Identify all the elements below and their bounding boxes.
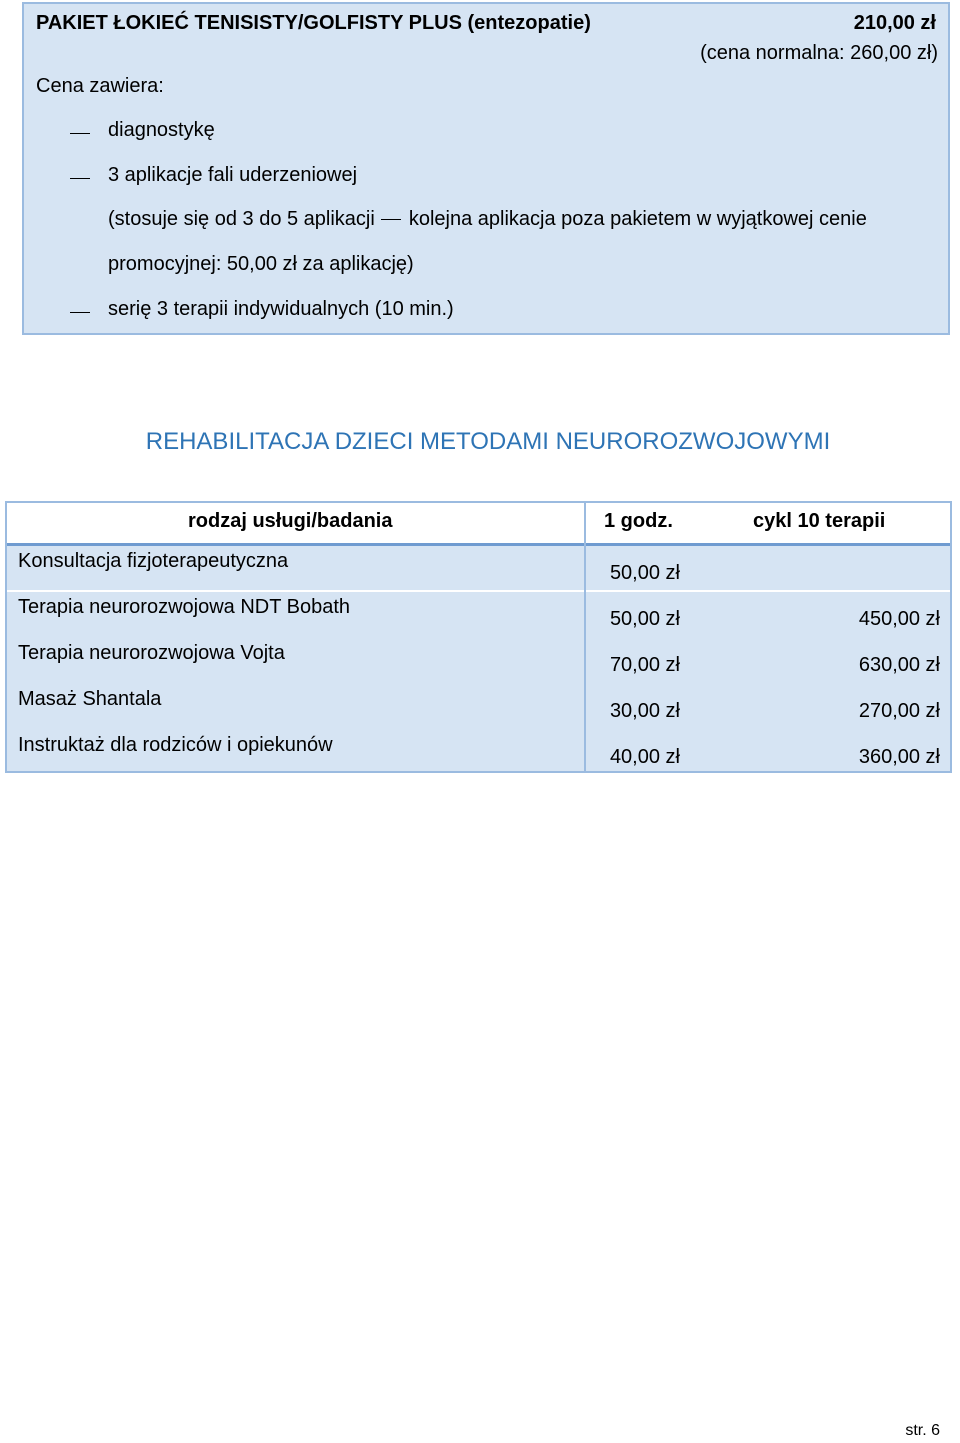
section-heading: REHABILITACJA DZIECI METODAMI NEUROROZWOJOWYMI xyxy=(145,428,831,455)
column-divider xyxy=(584,503,586,771)
package-item: diagnostykę xyxy=(108,119,215,141)
row-cycle-price: 630,00 zł xyxy=(858,654,940,676)
row-cycle-price: 360,00 zł xyxy=(858,746,940,768)
package-item: serię 3 terapii indywidualnych (10 min.) xyxy=(108,298,454,320)
dash-bullet-icon xyxy=(70,312,90,313)
row-hour-price: 40,00 zł xyxy=(609,746,680,768)
row-hour-price: 70,00 zł xyxy=(609,654,680,676)
table-row xyxy=(7,730,950,771)
header-cycle: cykl 10 terapii xyxy=(753,510,886,532)
package-item: 3 aplikacje fali uderzeniowej xyxy=(108,164,358,186)
row-hour-price: 30,00 zł xyxy=(609,700,680,722)
package-item-note-part: kolejna aplikacja poza pakietem w wyjątkowej cenie xyxy=(408,208,867,230)
dash-bullet-icon xyxy=(70,133,90,134)
dash-bullet-icon xyxy=(70,178,90,179)
row-cycle-price: 270,00 zł xyxy=(858,700,940,722)
package-item-note xyxy=(108,208,867,231)
header-service: rodzaj usługi/badania xyxy=(188,510,393,532)
package-title: PAKIET ŁOKIEĆ TENISISTY/GOLFISTY PLUS (entezopatie) xyxy=(36,12,591,34)
package-box xyxy=(22,2,950,335)
row-service: Masaż Shantala xyxy=(18,688,162,710)
row-cycle-price: 450,00 zł xyxy=(858,608,940,630)
page-number: str. 6 xyxy=(905,1422,940,1439)
price-table xyxy=(5,501,952,773)
package-price: 210,00 zł xyxy=(853,12,936,34)
row-service: Terapia neurorozwojowa Vojta xyxy=(18,642,285,664)
dash-icon xyxy=(381,219,401,220)
row-service: Konsultacja fizjoterapeutyczna xyxy=(18,550,289,572)
table-row xyxy=(7,546,950,592)
row-service: Instruktaż dla rodziców i opiekunów xyxy=(18,734,333,756)
row-hour-price: 50,00 zł xyxy=(609,562,680,584)
package-item-note-part: (stosuje się od 3 do 5 aplikacji xyxy=(108,208,375,230)
row-service: Terapia neurorozwojowa NDT Bobath xyxy=(18,596,351,618)
header-hour: 1 godz. xyxy=(604,510,673,532)
row-hour-price: 50,00 zł xyxy=(609,608,680,630)
package-item-note: promocyjnej: 50,00 zł za aplikację) xyxy=(108,253,414,275)
package-normal-price: (cena normalna: 260,00 zł) xyxy=(700,42,938,64)
table-row xyxy=(7,592,950,638)
table-row xyxy=(7,638,950,684)
package-includes-label: Cena zawiera: xyxy=(36,75,164,97)
table-header xyxy=(7,503,950,546)
table-row xyxy=(7,684,950,730)
